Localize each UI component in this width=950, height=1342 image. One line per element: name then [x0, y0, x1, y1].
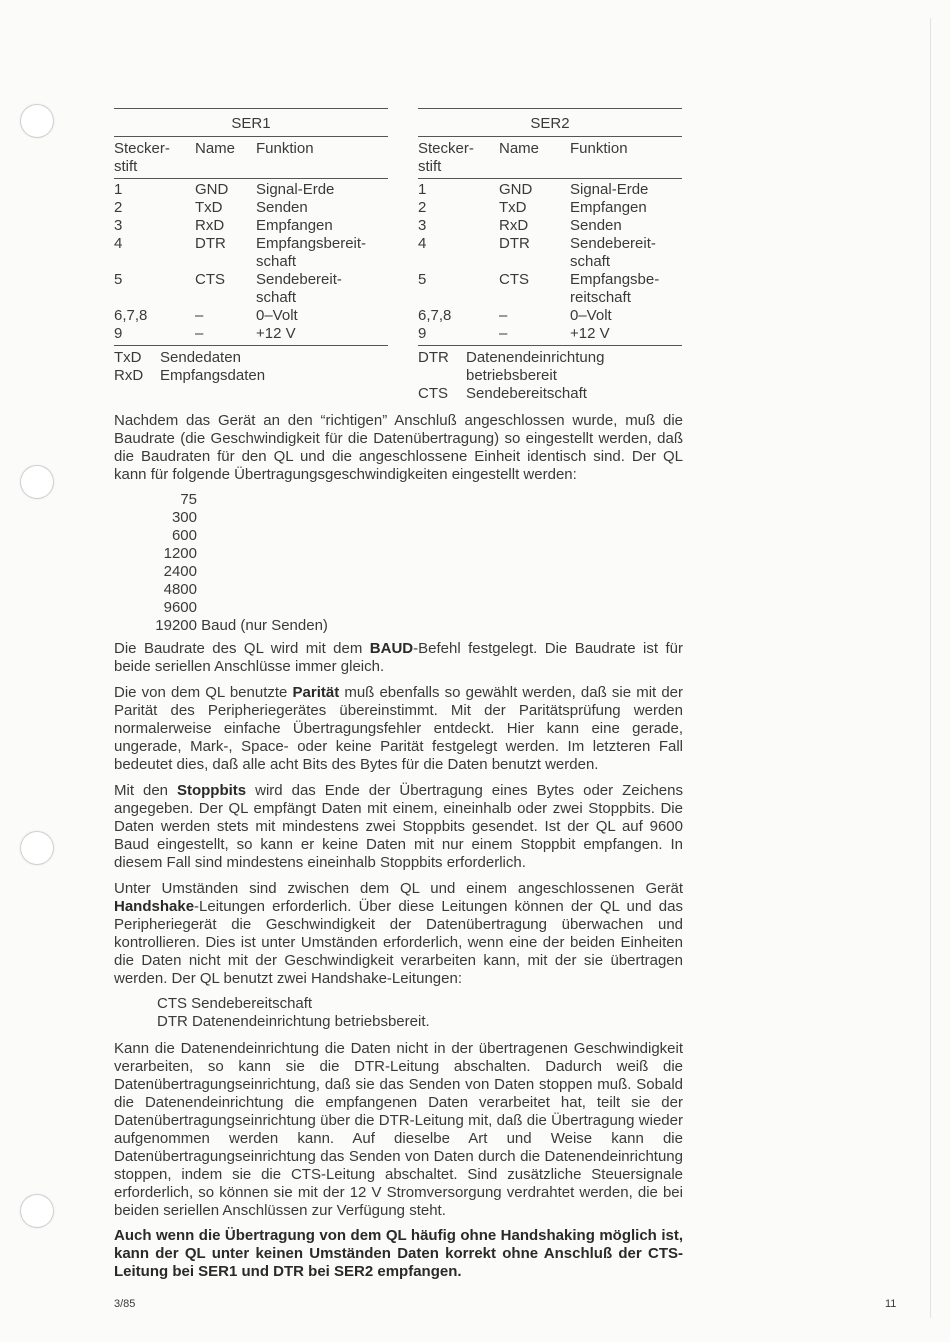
- table-row: [114, 217, 388, 235]
- table-row: [418, 181, 682, 199]
- table-cell: 4: [114, 235, 123, 252]
- table-cell: RxD: [195, 217, 225, 234]
- ser1-header: [114, 137, 388, 179]
- baud-rate-value: 300: [171, 509, 197, 526]
- abbreviation: DTR: [418, 349, 449, 366]
- col-header: Stecker- stift: [114, 140, 170, 175]
- table-cell: –: [499, 307, 508, 324]
- table-cell: 1: [114, 181, 123, 198]
- col-header: Name: [499, 140, 540, 157]
- table-cell: Sendebereit- schaft: [570, 235, 656, 270]
- baud-rate-item: [150, 545, 328, 563]
- ser1-table: [114, 108, 388, 346]
- warning-paragraph: [114, 1227, 683, 1281]
- abbreviation-meaning: Datenendeinrichtung betriebsbereit: [466, 349, 605, 384]
- table-cell: Senden: [570, 217, 622, 234]
- ser2-title: SER2: [418, 115, 682, 137]
- table-cell: Empfangsbereit- schaft: [256, 235, 367, 270]
- col-header: Name: [195, 140, 236, 157]
- text: Mit den: [114, 782, 177, 799]
- baud-rate-value: 4800: [163, 581, 197, 598]
- table-cell: 0–Volt: [570, 307, 612, 324]
- table-cell: 6,7,8: [114, 307, 148, 324]
- handshake-lines: [157, 995, 430, 1031]
- table-cell: GND: [195, 181, 229, 198]
- text: Die von dem QL benutzte: [114, 684, 293, 701]
- baud-rate-value: 2400: [163, 563, 197, 580]
- table-cell: 3: [114, 217, 123, 234]
- table-row: [418, 199, 682, 217]
- table-cell: –: [195, 325, 204, 342]
- baud-rate-list: [150, 491, 328, 635]
- baud-rate-note: Baud (nur Senden): [197, 617, 328, 634]
- text: wird das Ende der Übertragung eines Bytes oder Zeichens angegeben. Der QL empfängt Daten mit einem, eineinhalb oder zwei Stoppbits. Die Daten werden stets mit mindestens zwei Stoppbits gesendet. Ist der QL auf 9600 Baud eingestellt, so kann er keine Daten mit nur einem Stoppbit empfangen. In diesem Fall sind mindestens eineinhalb Stoppbits erforderlich.: [114, 782, 683, 871]
- table-cell: CTS: [499, 271, 529, 288]
- text: -Befehl festgelegt. Die Baudrate ist für beide seriellen Anschlüsse immer gleich.: [114, 640, 683, 675]
- keyword-handshake: Handshake: [114, 898, 195, 915]
- table-row: [418, 271, 682, 307]
- intro-paragraph: [114, 412, 683, 484]
- table-cell: Empfangen: [256, 217, 333, 234]
- ser1-rows: [114, 179, 388, 346]
- table-row: [418, 325, 682, 343]
- table-cell: DTR: [195, 235, 226, 252]
- text: Unter Umständen sind zwischen dem QL und einem angeschlossenen Gerät: [114, 880, 683, 897]
- table-row: [418, 217, 682, 235]
- table-row: [114, 181, 388, 199]
- page-edge: [930, 18, 931, 1318]
- table-cell: 1: [418, 181, 427, 198]
- abbreviation: RxD: [114, 367, 144, 384]
- abbreviation-meaning: Empfangsdaten: [160, 367, 266, 384]
- baud-rate-item: [150, 527, 328, 545]
- table-row: [114, 325, 388, 343]
- table-row: [418, 307, 682, 325]
- dtr-paragraph: [114, 1040, 683, 1220]
- table-cell: 0–Volt: [256, 307, 298, 324]
- page-number: 11: [885, 1298, 897, 1310]
- table-cell: Sendebereit- schaft: [256, 271, 342, 306]
- text: muß ebenfalls so gewählt werden, daß sie mit der Parität des Peripheriegerätes übereinstimmt. Mit der Paritätsprüfung werden normalerweise einfache Übertragungsfehler entdeckt. Hier kann eine gerade, ungerade, Mark-, Space- oder keine Parität festgelegt werden. Im letzteren Fall bedeutet dies, daß alle acht Bits des Bytes für die Daten benutzt werden.: [114, 684, 683, 773]
- baud-rate-item: [150, 617, 328, 635]
- abbreviation: TxD: [114, 349, 142, 366]
- baud-rate-value: 9600: [163, 599, 197, 616]
- baud-rate-value: 75: [180, 491, 197, 508]
- baud-rate-item: [150, 491, 328, 509]
- table-cell: 6,7,8: [418, 307, 452, 324]
- table-cell: RxD: [499, 217, 529, 234]
- baud-rate-item: [150, 563, 328, 581]
- table-cell: 9: [418, 325, 427, 342]
- punch-hole: [20, 831, 54, 865]
- table-cell: –: [195, 307, 204, 324]
- ser2-rows: [418, 179, 682, 346]
- table-cell: Senden: [256, 199, 308, 216]
- table-cell: Signal-Erde: [256, 181, 335, 198]
- abbreviations-right: [418, 349, 604, 403]
- table-cell: Empfangsbe- reitschaft: [570, 271, 660, 306]
- baud-rate-value: 600: [171, 527, 197, 544]
- stopbits-paragraph: [114, 782, 683, 872]
- ser1-title: SER1: [114, 115, 388, 137]
- table-cell: CTS: [195, 271, 225, 288]
- abbreviation-meaning: Sendebereitschaft: [466, 385, 587, 402]
- baud-rate-item: [150, 581, 328, 599]
- table-row: [114, 199, 388, 217]
- handshake-line: CTS Sendebereitschaft: [157, 995, 313, 1012]
- table-cell: +12 V: [570, 325, 610, 342]
- baud-rate-item: [150, 599, 328, 617]
- table-cell: 2: [114, 199, 123, 216]
- table-cell: +12 V: [256, 325, 296, 342]
- punch-hole: [20, 1194, 54, 1228]
- abbreviation-row: [418, 385, 604, 403]
- table-cell: 2: [418, 199, 427, 216]
- abbreviations-left: [114, 349, 265, 385]
- punch-hole: [20, 104, 54, 138]
- text: Die Baudrate des QL wird mit dem: [114, 640, 370, 657]
- table-cell: Signal-Erde: [570, 181, 649, 198]
- col-header: Stecker- stift: [418, 140, 474, 175]
- table-row: [114, 271, 388, 307]
- footer-date: 3/85: [114, 1298, 136, 1310]
- baud-rate-value: 1200: [163, 545, 197, 562]
- table-cell: 5: [114, 271, 123, 288]
- abbreviation-row: [418, 349, 604, 385]
- table-cell: 3: [418, 217, 427, 234]
- handshake-line: DTR Datenendeinrichtung betriebsbereit.: [157, 1013, 430, 1030]
- table-row: [114, 235, 388, 271]
- abbreviation-row: [114, 367, 265, 385]
- table-cell: DTR: [499, 235, 530, 252]
- baud-rate-item: [150, 509, 328, 527]
- table-cell: Empfangen: [570, 199, 647, 216]
- baud-rate-value: 19200: [155, 617, 197, 634]
- paragraph-text: Nachdem das Gerät an den “richtigen” Anschluß angeschlossen wurde, muß die Baudrate (die Geschwindigkeit für die Datenübertragung) so eingestellt werden, daß die Baudraten für den QL und die angeschlossene Einheit identisch sind. Der QL kann für folgende Übertragungsgeschwindigkeiten eingestellt werden:: [114, 412, 683, 483]
- table-row: [114, 307, 388, 325]
- paragraph-text: Kann die Datenendeinrichtung die Daten nicht in der übertragenen Geschwindigkeit verarbeiten, so kann sie die DTR-Leitung abschalten. Dadurch weiß die Datenübertragungseinrichtung, daß sie das Senden von Daten stoppen muß. Sobald die Datenendeinrichtung die empfangenen Daten verarbeitet hat, teilt sie der Datenübertragungseinrichtung über die DTR-Leitung mit, daß die Übertragung wieder aufgenommen werden kann. Auf dieselbe Art und Weise kann die Datenübertragungseinrichtung das Senden von Daten durch die Datenendeinrichtung stoppen, indem sie die CTS-Leitung abschaltet. Sind zusätzliche Steuersignale erforderlich, so können sie mit der 12 V Stromversorgung verdrahtet werden, die bei beiden seriellen Anschlüssen zur Verfügung steht.: [114, 1040, 683, 1219]
- baud-paragraph: [114, 640, 683, 676]
- table-cell: 5: [418, 271, 427, 288]
- parity-paragraph: [114, 684, 683, 774]
- abbreviation-row: [114, 349, 265, 367]
- table-cell: 4: [418, 235, 427, 252]
- col-header: Funktion: [256, 140, 314, 157]
- table-cell: GND: [499, 181, 533, 198]
- col-header: Funktion: [570, 140, 628, 157]
- table-cell: TxD: [195, 199, 223, 216]
- abbreviation: CTS: [418, 385, 448, 402]
- table-cell: 9: [114, 325, 123, 342]
- keyword-stopbits: Stoppbits: [176, 782, 247, 799]
- punch-hole: [20, 465, 54, 499]
- table-cell: –: [499, 325, 508, 342]
- ser2-table: [418, 108, 682, 346]
- handshake-paragraph: [114, 880, 683, 988]
- keyword-parity: Parität: [292, 684, 340, 701]
- table-cell: TxD: [499, 199, 527, 216]
- keyword-baud: BAUD: [369, 640, 414, 657]
- abbreviation-meaning: Sendedaten: [160, 349, 241, 366]
- text: -Leitungen erforderlich. Über diese Leitungen können der QL und das Peripheriegerät die Geschwindigkeit der Datenübertragung überwachen und kontrollieren. Dies ist unter Umständen erforderlich, wenn eine der beiden Einheiten die Daten nicht mit der Geschwindigkeit verarbeiten kann, mit der sie übertragen werden. Der QL benutzt zwei Handshake-Leitungen:: [114, 898, 683, 987]
- ser2-header: [418, 137, 682, 179]
- warning-text: Auch wenn die Übertragung von dem QL häufig ohne Handshaking möglich ist, kann der QL unter keinen Umständen Daten korrekt ohne Anschluß der CTS-Leitung bei SER1 und DTR bei SER2 empfangen.: [114, 1227, 683, 1280]
- table-row: [418, 235, 682, 271]
